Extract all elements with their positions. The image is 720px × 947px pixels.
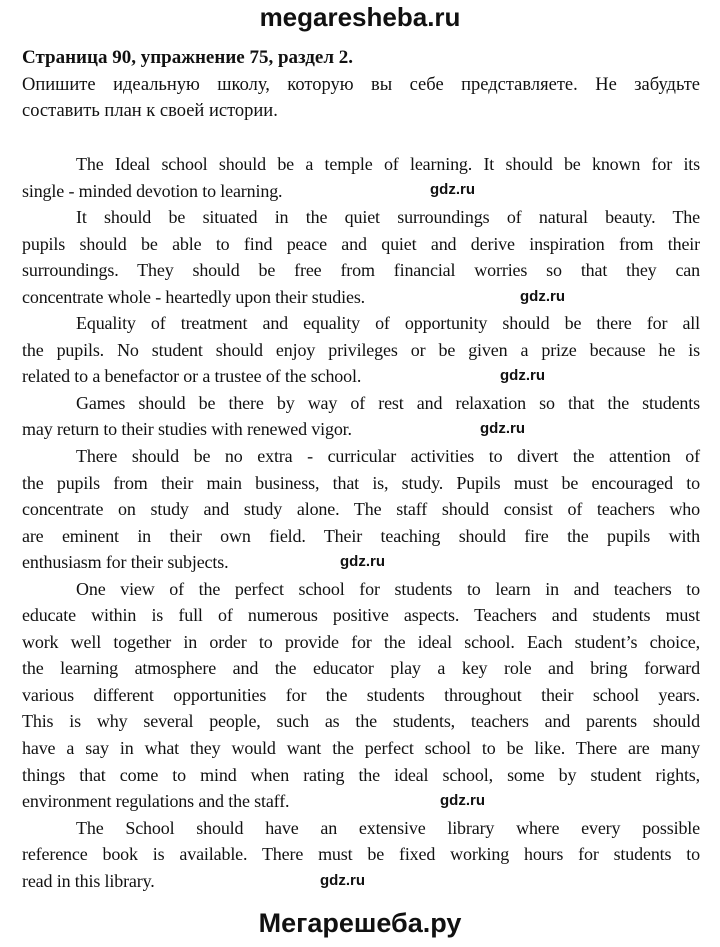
gdz-watermark: gdz.ru xyxy=(500,367,545,384)
paragraph xyxy=(22,204,700,310)
gdz-watermark: gdz.ru xyxy=(340,553,385,570)
task-instruction xyxy=(22,72,700,124)
text-line: One view of the perfect school for students to learn in and teachers to xyxy=(76,578,700,599)
text-line: environment regulations and the staff. xyxy=(22,791,290,812)
text-line: The Ideal school should be a temple of learning. It should be known for its xyxy=(76,154,700,174)
gdz-watermark: gdz.ru xyxy=(440,792,485,809)
text-line: educate within is full of numerous positive aspects. Teachers and students must xyxy=(22,605,700,626)
text-line: There should be no extra - curricular activities to divert the attention of xyxy=(76,446,700,467)
text-line: are eminent in their own field. Their teaching should fire the pupils with xyxy=(22,525,700,546)
text-line: Games should be there by way of rest and relaxation so that the students xyxy=(76,392,700,413)
text-line: work well together in order to provide for the ideal school. Each student’s choice, xyxy=(22,631,700,652)
text-line: various different opportunities for the students throughout their school years. xyxy=(22,684,700,705)
gdz-watermark: gdz.ru xyxy=(520,288,565,305)
paragraph xyxy=(22,390,700,443)
text-line: concentrate whole - heartedly upon their studies. xyxy=(22,286,366,307)
text-line: reference book is available. There must be fixed working hours for students to xyxy=(22,844,700,865)
text-line: things that come to mind when rating the ideal school, some by student rights, xyxy=(22,764,700,785)
exercise-title: Страница 90, упражнение 75, раздел 2. xyxy=(22,47,354,68)
text-line: pupils should be able to find peace and quiet and derive inspiration from their xyxy=(22,233,700,254)
text-line: concentrate on study and study alone. The staff should consist of teachers who xyxy=(22,499,700,520)
text-line: the pupils. No student should enjoy privileges or be given a prize because he is xyxy=(22,339,700,360)
paragraph xyxy=(22,310,700,390)
site-watermark-footer: Мегарешеба.ру xyxy=(258,908,462,938)
gdz-watermark: gdz.ru xyxy=(320,872,365,889)
text-line: the pupils from their main business, that is, study. Pupils must be encouraged to xyxy=(22,472,700,493)
essay-text xyxy=(22,151,700,894)
instruction-line: Опишите идеальную школу, которую вы себе представляете. Не забудьте xyxy=(22,75,700,95)
text-line: single - minded devotion to learning. xyxy=(22,180,283,201)
text-line: read in this library. xyxy=(22,870,155,891)
paragraph xyxy=(22,151,700,204)
text-line: This is why several people, such as the students, teachers and parents should xyxy=(22,711,700,732)
text-line: the learning atmosphere and the educator play a key role and bring forward xyxy=(22,658,700,679)
text-line: Equality of treatment and equality of opportunity should be there for all xyxy=(76,313,700,334)
text-line: enthusiasm for their subjects. xyxy=(22,552,229,573)
site-watermark-header: megaresheba.ru xyxy=(259,2,461,32)
text-line: The School should have an extensive library where every possible xyxy=(76,817,700,838)
gdz-watermark: gdz.ru xyxy=(430,181,475,198)
gdz-watermark: gdz.ru xyxy=(480,420,525,437)
text-line: have a say in what they would want the perfect school to be like. There are many xyxy=(22,738,700,759)
text-line: may return to their studies with renewed vigor. xyxy=(22,419,352,440)
text-line: It should be situated in the quiet surroundings of natural beauty. The xyxy=(76,207,700,228)
paragraph xyxy=(22,576,700,815)
text-line: surroundings. They should be free from financial worries so that they can xyxy=(22,260,700,281)
instruction-line: составить план к своей истории. xyxy=(22,101,278,121)
text-line: related to a benefactor or a trustee of the school. xyxy=(22,366,362,387)
